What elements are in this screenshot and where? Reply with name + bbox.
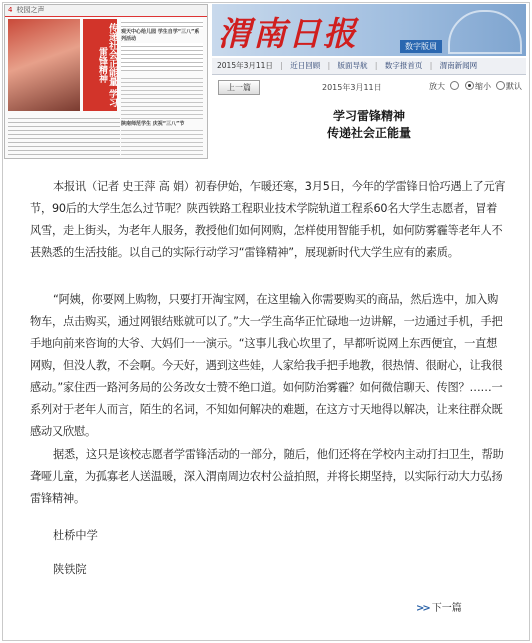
font-default-radio[interactable] [496,81,505,90]
font-option-default[interactable]: 默认 [506,82,522,91]
nav-item-home[interactable]: 数字报首页 [384,61,423,70]
thumbnail-text-lines-right [121,75,203,155]
newspaper-logo[interactable]: 渭南日报 [218,14,358,53]
next-article-link[interactable] [416,599,462,614]
font-size-control [429,81,522,92]
masthead-decoration [448,10,522,54]
article-paragraph-1: 本报讯（记者 史王萍 高 娟）初春伊始，乍暖还寒，3月5日，今年的学雷锋日恰巧遇上了元宵节，90后的大学生怎么过节呢？陕西铁路工程职业技术学院轨道工程系60名大学生志愿者，冒着风雪，走上街头，为老年人服务，教授他们如何网购，怎样使用智能手机，如何防雾霾等老年人不甚熟悉的生活技能。以自己的实际行动学习“雷锋精神”，展现新时代大学生应有的素质。 [30,180,506,259]
top-nav [212,58,526,75]
font-shrink-radio[interactable] [465,81,474,90]
thumbnail-text-lines [8,115,120,155]
previous-article-button[interactable]: 上一篇 [218,80,260,95]
headline-line-2: 传递社会正能量 [326,126,411,140]
article-date: 2015年3月11日 [322,83,382,92]
nav-separator: | [429,61,433,70]
article-toolbar [212,78,526,96]
thumbnail-headline: 传递社会正能量 学习雷锋精神 [83,19,117,111]
thumbnail-sub-title: 陕南师范学生 庆祝“三八”节 [121,121,203,128]
double-chevron-right-icon: >> [416,603,429,614]
thumbnail-column-title: 观天中心给儿园 学生自学“三八”系列活动 [121,29,203,43]
font-option-shrink[interactable]: 缩小 [475,82,491,91]
headline-line-1: 学习雷锋精神 [332,109,405,123]
thumbnail-header [5,5,207,17]
font-enlarge-radio[interactable] [450,81,459,90]
nav-separator: | [280,61,283,70]
thumbnail-page-name: 校园之声 [16,6,45,14]
thumbnail-page-number: 4 [8,6,13,14]
author-school: 杜桥中学 [53,529,98,542]
nav-date: 2015年3月11日 [217,61,273,70]
article-paragraph-3: 据悉，这只是该校志愿者学雷锋活动的一部分，随后，他们还将在学校内主动打扫卫生，帮助聋哑儿童，为孤寡老人送温暖，深入渭南周边农村公益拍照，并将长期坚持，以实际行动大力弘扬雷锋精神。 [30,448,504,505]
nav-item-history[interactable]: 近日回顾 [290,61,321,70]
nav-separator: | [374,61,378,70]
next-article-label[interactable]: 下一篇 [431,603,462,614]
article-headline [212,108,526,142]
nav-item-news-site[interactable]: 渭南新闻网 [439,61,478,70]
newspaper-page-thumbnail[interactable] [4,4,208,159]
author-college: 陕铁院 [53,563,87,576]
masthead-tag: 数字版周 [400,40,442,53]
thumbnail-photo [8,19,80,111]
thumbnail-text-column [121,19,203,71]
masthead-banner [212,4,526,56]
nav-item-layout[interactable]: 版面导航 [337,61,368,70]
nav-separator: | [327,61,331,70]
article-paragraph-2: “阿姨，你要网上购物，只要打开淘宝网，在这里输入你需要购买的商品，然后选中，加入购物车，点击购买，通过网银结账就可以了。”大一学生高华正忙碌地一边讲解，一边通过手机，手把手地向前来咨询的大爷、大妈们一一演示。“这事儿我心坎里了，早都听说网上东西便宜，一直想网购，但没人教，不会啊。今天好，遇到这些娃，人家给我手把手地教，很热情、很耐心，让我很感动。”家住西一路河务局的公务改女士赞不绝口道。如何防治雾霾？如何微信聊天、传图？……一系列对于老年人而言，陌生的名词，不知如何解决的难题，在这方寸天地得以解决，让来往群众既感动又欣慰。 [30,293,503,438]
font-size-label: 放大 [429,82,445,91]
